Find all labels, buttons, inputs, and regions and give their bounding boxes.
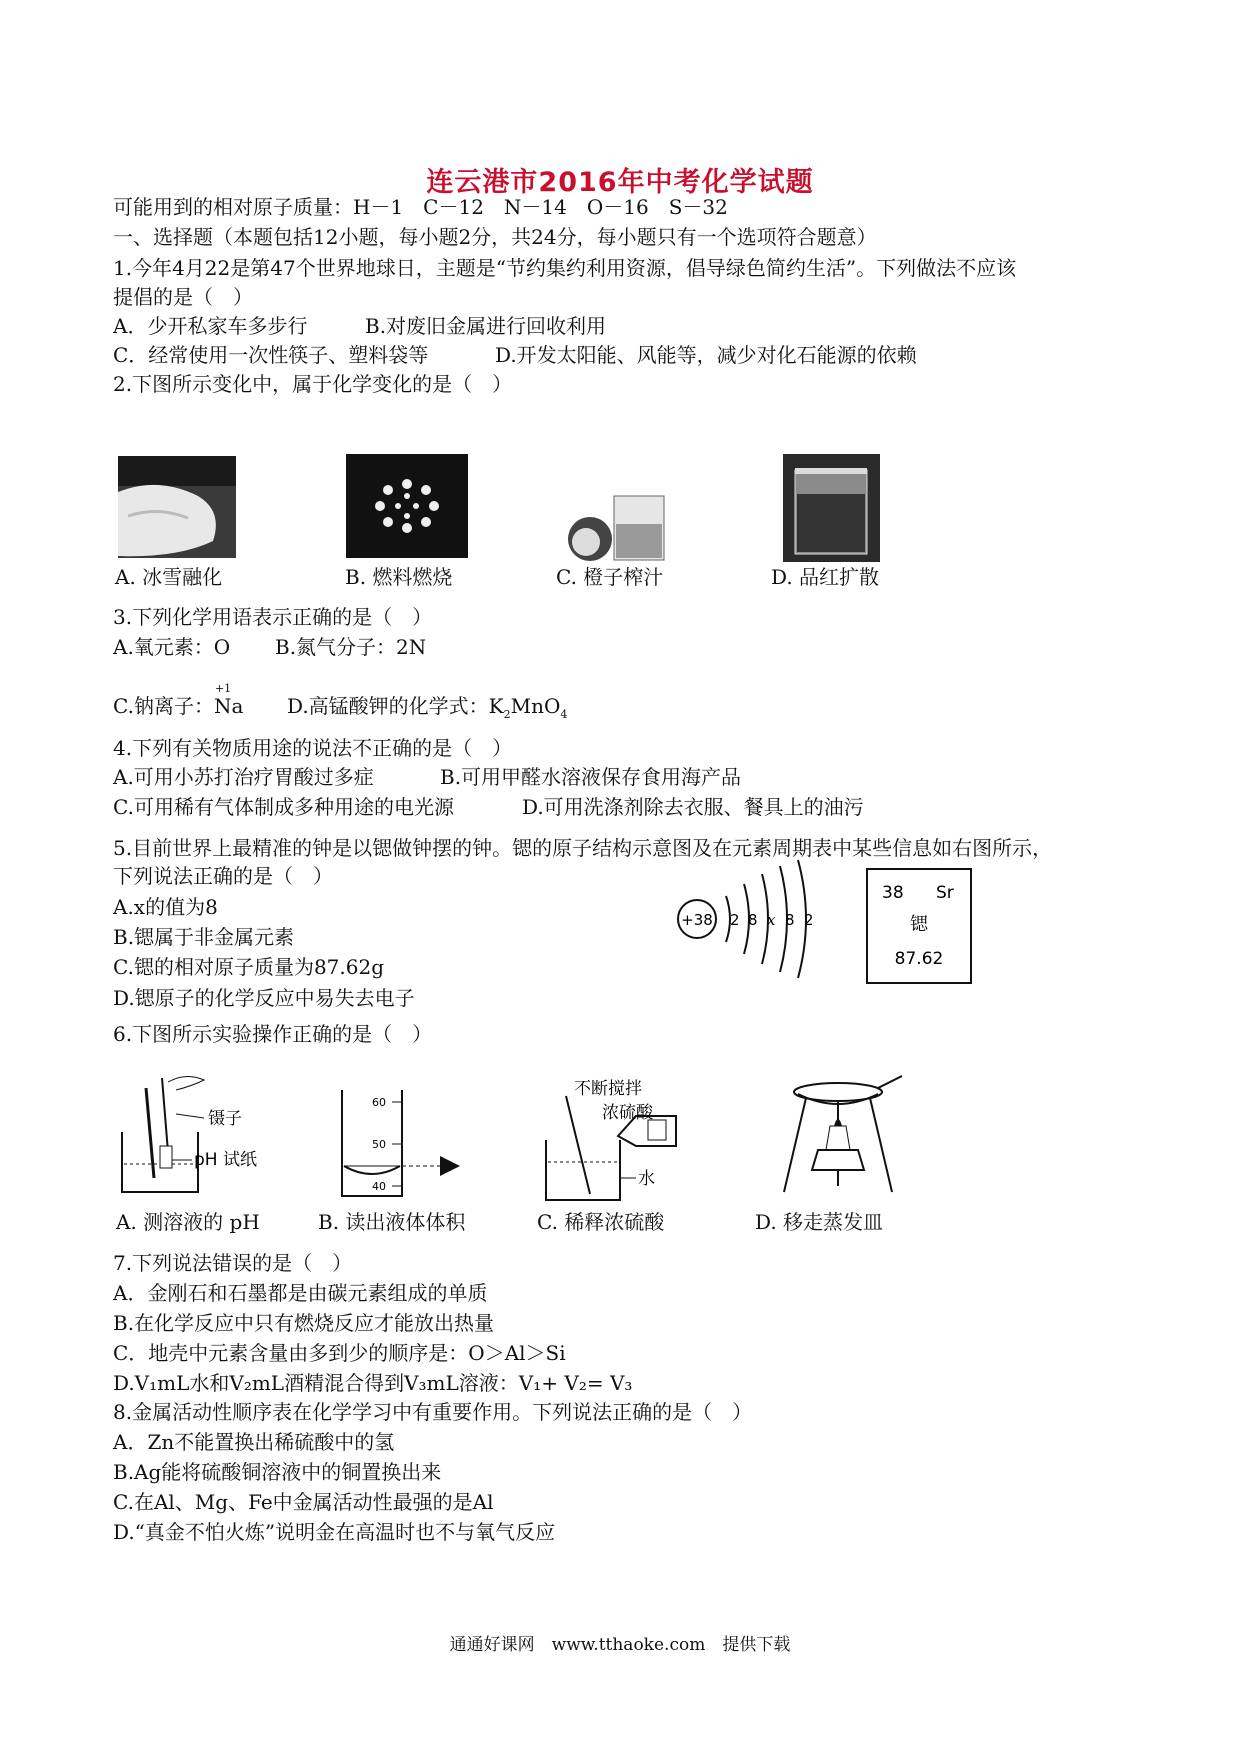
q3-stem: 3.下列化学用语表示正确的是（ ） bbox=[113, 605, 433, 629]
q5-option-d: D.锶原子的化学反应中易失去电子 bbox=[113, 986, 415, 1010]
tick-50: 50 bbox=[372, 1138, 386, 1151]
q7-option-b: B.在化学反应中只有燃烧反应才能放出热量 bbox=[113, 1311, 495, 1335]
q5-option-b: B.锶属于非金属元素 bbox=[113, 925, 295, 949]
q5-option-a: A.x的值为8 bbox=[113, 895, 218, 919]
q8-option-b: B.Ag能将硫酸铜溶液中的铜置换出来 bbox=[113, 1460, 442, 1484]
fuel-burning-image bbox=[346, 454, 468, 558]
q6-caption-c: C. 稀释浓硫酸 bbox=[537, 1210, 665, 1234]
strontium-atom-diagram bbox=[670, 856, 820, 982]
tick-40: 40 bbox=[372, 1180, 386, 1193]
cylinder-reading-diagram bbox=[336, 1086, 466, 1206]
water-label: 水 bbox=[638, 1169, 655, 1189]
q1-stem-line1: 1.今年4月22是第47个世界地球日，主题是“节约集约利用资源，倡导绿色简约生活”。下列做法不应该 bbox=[113, 256, 1017, 280]
acid-label: 浓硫酸 bbox=[602, 1103, 653, 1123]
q4-option-c: C.可用稀有气体制成多种用途的电光源 bbox=[113, 795, 454, 819]
q3-option-a: A.氧元素：O bbox=[113, 635, 231, 659]
q4-option-b: B.可用甲醛水溶液保存食用海产品 bbox=[440, 765, 742, 789]
q2-stem: 2.下图所示变化中，属于化学变化的是（ ） bbox=[113, 372, 513, 396]
q3-option-c: C.钠离子： +1 Na bbox=[113, 682, 244, 718]
page-title: 连云港市2016年中考化学试题 bbox=[426, 167, 814, 198]
periodic-table-cell bbox=[866, 868, 972, 984]
q4-stem: 4.下列有关物质用途的说法不正确的是（ ） bbox=[113, 736, 513, 760]
q3-option-b: B.氮气分子：2N bbox=[275, 635, 427, 659]
q3-option-d: D.高锰酸钾的化学式：$K_2MnO_4$ bbox=[287, 694, 568, 721]
element-symbol: Sr bbox=[936, 883, 954, 903]
footer-credit: 通通好课网 www.tthaoke.com 提供下载 bbox=[449, 1635, 791, 1655]
nucleus-charge: +38 bbox=[681, 911, 713, 929]
q7-stem: 7.下列说法错误的是（ ） bbox=[113, 1251, 353, 1275]
q5-stem-line1: 5.目前世界上最精准的钟是以锶做钟摆的钟。锶的原子结构示意图及在元素周期表中某些信息如右图所示， bbox=[113, 836, 1053, 860]
ph-test-diagram bbox=[116, 1068, 278, 1198]
q1-option-c: C．经常使用一次性筷子、塑料袋等 bbox=[113, 343, 429, 367]
q1-option-a: A．少开私家车多步行 bbox=[113, 314, 308, 338]
q8-option-d: D.“真金不怕火炼”说明金在高温时也不与氧气反应 bbox=[113, 1520, 556, 1544]
q6-caption-d: D. 移走蒸发皿 bbox=[755, 1210, 884, 1234]
tweezers-label: 镊子 bbox=[208, 1109, 242, 1129]
dye-diffusion-image bbox=[783, 454, 880, 562]
q8-option-c: C.在Al、Mg、Fe中金属活动性最强的是Al bbox=[113, 1490, 494, 1514]
q6-caption-b: B. 读出液体体积 bbox=[318, 1210, 466, 1234]
q8-option-a: A．Zn不能置换出稀硫酸中的氢 bbox=[113, 1430, 395, 1454]
q8-stem: 8.金属活动性顺序表在化学学习中有重要作用。下列说法正确的是（ ） bbox=[113, 1400, 753, 1424]
atomic-masses: 可能用到的相对原子质量：H－1 C－12 N－14 O－16 S－32 bbox=[113, 195, 728, 219]
ph-paper-label: pH 试纸 bbox=[194, 1150, 257, 1170]
shell-5-count: 2 bbox=[804, 911, 814, 929]
q2-caption-a: A. 冰雪融化 bbox=[115, 565, 223, 589]
evaporating-dish-diagram bbox=[778, 1066, 908, 1206]
tick-60: 60 bbox=[372, 1096, 386, 1109]
q2-caption-c: C. 橙子榨汁 bbox=[556, 565, 664, 589]
q2-caption-d: D. 品红扩散 bbox=[771, 565, 880, 589]
atomic-number: 38 bbox=[882, 883, 904, 903]
shell-1-count: 2 bbox=[730, 911, 740, 929]
q4-option-a: A.可用小苏打治疗胃酸过多症 bbox=[113, 765, 374, 789]
section-heading: 一、选择题（本题包括12小题，每小题2分，共24分，每小题只有一个选项符合题意） bbox=[113, 225, 877, 249]
q1-stem-line2: 提倡的是（ ） bbox=[113, 285, 253, 309]
orange-juicing-image bbox=[560, 494, 670, 564]
stir-label: 不断搅拌 bbox=[574, 1079, 642, 1099]
shell-4-count: 8 bbox=[785, 911, 795, 929]
q7-option-a: A．金刚石和石墨都是由碳元素组成的单质 bbox=[113, 1281, 488, 1305]
relative-atomic-mass: 87.62 bbox=[894, 949, 944, 969]
q2-caption-b: B. 燃料燃烧 bbox=[345, 565, 453, 589]
dilute-acid-diagram bbox=[536, 1076, 686, 1208]
q1-option-d: D.开发太阳能、风能等，减少对化石能源的依赖 bbox=[495, 343, 917, 367]
q7-option-c: C．地壳中元素含量由多到少的顺序是：O＞Al＞Si bbox=[113, 1341, 566, 1365]
q6-stem: 6.下图所示实验操作正确的是（ ） bbox=[113, 1022, 433, 1046]
element-name: 锶 bbox=[910, 914, 928, 935]
shell-3-count: x bbox=[767, 911, 776, 929]
q5-stem-line2: 下列说法正确的是（ ） bbox=[113, 864, 333, 888]
sodium-symbol: Na bbox=[213, 694, 244, 718]
snow-melting-image bbox=[118, 456, 236, 558]
q4-option-d: D.可用洗涤剂除去衣服、餐具上的油污 bbox=[522, 795, 864, 819]
q7-option-d: D.V₁mL水和V₂mL酒精混合得到V₃mL溶液：V₁+ V₂= V₃ bbox=[113, 1371, 633, 1395]
q5-option-c: C.锶的相对原子质量为87.62g bbox=[113, 955, 385, 979]
q1-option-b: B.对废旧金属进行回收利用 bbox=[365, 314, 607, 338]
q6-caption-a: A. 测溶液的 pH bbox=[116, 1210, 260, 1234]
charge-label: +1 bbox=[214, 682, 232, 695]
shell-2-count: 8 bbox=[748, 911, 758, 929]
